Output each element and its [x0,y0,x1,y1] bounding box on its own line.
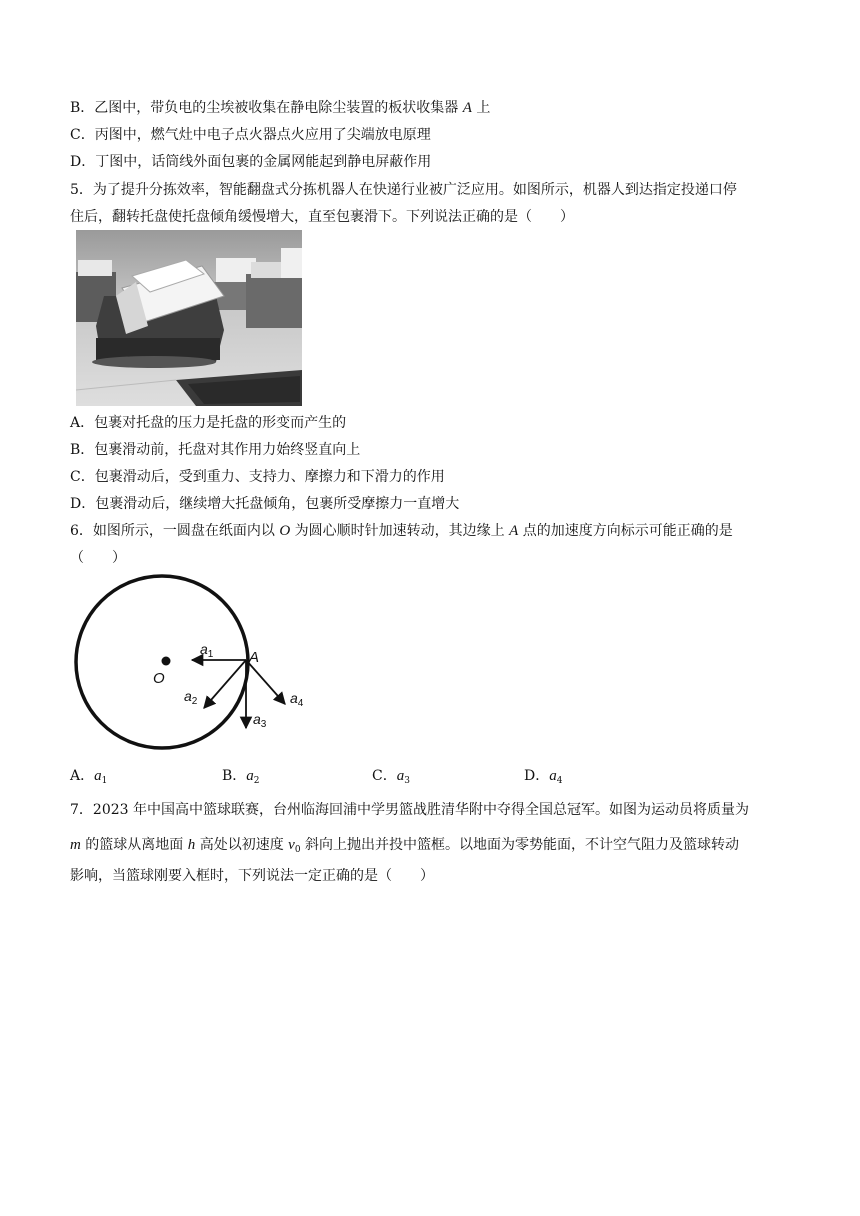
option-sub: 1 [101,776,108,786]
q5-option-d: D．包裹滑动后，继续增大托盘倾角，包裹所受摩擦力一直增大 [70,496,460,512]
q6-stem-line1 [70,521,733,541]
option-prefix: B． [222,768,247,784]
q4-option-b-tail: 上 [471,100,491,116]
option-prefix: A． [70,768,95,784]
q7-line2 [70,835,739,860]
var-m: m [70,837,81,853]
q7-line2-b: 高处以初速度 [195,837,289,853]
center-point [162,657,171,666]
q6-option-c [372,766,410,791]
var-v-sub: 0 [294,845,301,855]
q6-stem-post: 点的加速度方向标示可能正确的是 [518,523,733,539]
option-var: a [396,768,405,784]
option-sub: 2 [253,776,260,786]
sorting-robot-photo [76,230,302,406]
q6-option-b [222,766,260,791]
disk-diagram [70,572,360,752]
option-var: a [94,768,102,784]
var-h: h [187,837,196,853]
q4-option-b [70,98,490,118]
q4-option-d: D．丁图中，话筒线外面包裹的金属网能起到静电屏蔽作用 [70,154,432,170]
center-label: O [153,670,165,687]
q4-option-b-text: B．乙图中，带负电的尘埃被收集在静电除尘装置的板状收集器 [70,100,463,116]
arrow-a3-label: $a_3$ [253,711,267,730]
arrow-a2-label: $a_2$ [184,688,198,707]
option-var: a [549,768,557,784]
q7-line2-c: 斜向上抛出并投中篮框。以地面为零势能面，不计空气阻力及篮球转动 [300,837,740,853]
var-a: A [462,100,472,116]
q7-line3: 影响，当篮球刚要入框时，下列说法一定正确的是（ ） [70,868,434,884]
q6-stem-pre: 6．如图所示，一圆盘在纸面内以 [70,523,280,539]
arrow-a4 [246,660,285,704]
q5-option-a: A．包裹对托盘的压力是托盘的形变而产生的 [70,415,347,431]
var-a: A [509,523,519,539]
q6-stem-mid: 为圆心顺时针加速转动，其边缘上 [290,523,510,539]
q6-stem-line2: （ ） [70,550,126,566]
arrow-a1-label: $a_1$ [200,641,214,660]
option-prefix: D． [524,768,550,784]
var-v: v [288,837,295,853]
q7-line2-a: 的篮球从离地面 [80,837,188,853]
arrow-a4-label: $a_4$ [290,690,304,709]
option-var: a [246,768,254,784]
point-a-label: A [249,649,260,666]
q5-option-b: B．包裹滑动前，托盘对其作用力始终竖直向上 [70,442,361,458]
q5-stem-line2: 住后，翻转托盘使托盘倾角缓慢增大，直至包裹滑下。下列说法正确的是（ ） [70,209,574,225]
option-prefix: C． [372,768,397,784]
q5-stem-line1: 5．为了提升分拣效率，智能翻盘式分拣机器人在快递行业被广泛应用。如图所示，机器人到达指定投递口停 [70,182,737,198]
q6-option-a [70,766,107,791]
q4-option-c: C．丙图中，燃气灶中电子点火器点火应用了尖端放电原理 [70,127,431,143]
q6-option-d [524,766,562,791]
q5-option-c: C．包裹滑动后，受到重力、支持力、摩擦力和下滑力的作用 [70,469,445,485]
q7-line1: 7．2023 年中国高中篮球联赛，台州临海回浦中学男篮战胜清华附中夺得全国总冠军。如图为运动员将质量为 [70,802,749,818]
option-sub: 4 [556,776,563,786]
option-sub: 3 [404,776,410,786]
var-o: O [279,523,291,539]
